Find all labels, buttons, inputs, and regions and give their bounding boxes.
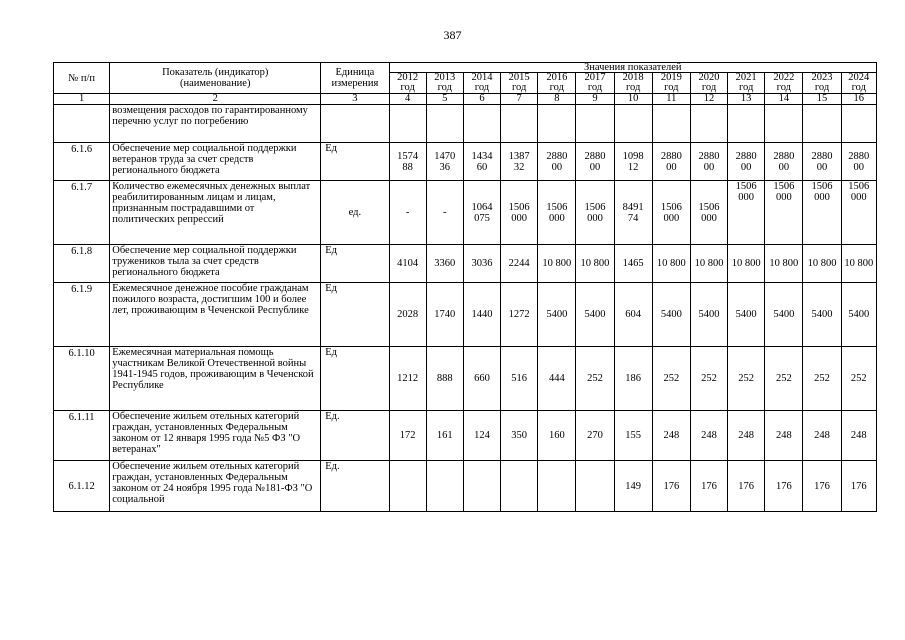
row-indicator-name: Обеспечение мер социальной поддержки ветеранов труда за счет средств регионального бюджета <box>110 143 321 181</box>
row-value: 248 <box>690 411 727 461</box>
row-value <box>841 105 876 143</box>
year-value: 2019 <box>660 72 682 83</box>
row-indicator-name: Обеспечение мер социальной поддержки тружеников тыла за счет средств регионального бюджета <box>110 245 321 283</box>
row-value: 604 <box>614 283 652 347</box>
year-header <box>690 73 727 94</box>
row-unit: ед. <box>321 181 389 245</box>
year-header <box>463 73 500 94</box>
year-header <box>501 73 538 94</box>
row-value: 176 <box>690 461 727 512</box>
row-value: 888 <box>426 347 463 411</box>
year-word: год <box>511 82 527 93</box>
year-word: год <box>701 82 717 93</box>
row-value: 2880 00 <box>690 143 727 181</box>
row-value: 252 <box>841 347 876 411</box>
year-header <box>576 73 614 94</box>
table-row <box>54 347 877 411</box>
row-value: 5400 <box>690 283 727 347</box>
year-header <box>803 73 841 94</box>
column-number: 4 <box>389 94 426 105</box>
row-value <box>501 105 538 143</box>
row-value: 10 800 <box>652 245 690 283</box>
column-number: 16 <box>841 94 876 105</box>
header-num: № п/п <box>54 63 110 94</box>
column-number: 2 <box>110 94 321 105</box>
row-value: 2880 00 <box>538 143 576 181</box>
year-word: год <box>437 82 452 93</box>
row-value: 3036 <box>463 245 500 283</box>
row-value: 1506 000 <box>765 181 803 245</box>
year-header <box>426 73 463 94</box>
row-value <box>389 461 426 512</box>
column-number: 6 <box>463 94 500 105</box>
row-value <box>426 105 463 143</box>
column-number: 9 <box>576 94 614 105</box>
year-value: 2013 <box>434 72 456 83</box>
row-value <box>765 105 803 143</box>
row-value: 2880 00 <box>841 143 876 181</box>
year-word: год <box>739 82 754 93</box>
row-value: 176 <box>765 461 803 512</box>
year-word: год <box>549 82 564 93</box>
column-number: 13 <box>728 94 765 105</box>
row-value <box>576 105 614 143</box>
row-value: 1465 <box>614 245 652 283</box>
indicators-table <box>53 62 877 512</box>
row-unit: Ед. <box>321 411 389 461</box>
row-value: 2880 00 <box>652 143 690 181</box>
year-header <box>841 73 876 94</box>
row-value: 252 <box>803 347 841 411</box>
row-code: 6.1.8 <box>54 245 110 283</box>
row-code: 6.1.6 <box>54 143 110 181</box>
row-value: 4104 <box>389 245 426 283</box>
row-unit <box>321 105 389 143</box>
row-value: 1506 000 <box>576 181 614 245</box>
row-indicator-name: Ежемесячное денежное пособие гражданам пожилого возраста, достигшим 100 и более лет, проживающим в Чеченской Республике <box>110 283 321 347</box>
row-value: - <box>426 181 463 245</box>
row-value: 252 <box>576 347 614 411</box>
row-value: 10 800 <box>841 245 876 283</box>
row-value: 176 <box>652 461 690 512</box>
row-value: 5400 <box>841 283 876 347</box>
year-word: год <box>776 82 792 93</box>
row-value <box>389 105 426 143</box>
row-value <box>463 105 500 143</box>
row-value: 10 800 <box>765 245 803 283</box>
header-values: Значения показателей <box>389 63 876 73</box>
row-value: 10 800 <box>803 245 841 283</box>
column-number: 14 <box>765 94 803 105</box>
table-row <box>54 283 877 347</box>
row-value: 2880 00 <box>576 143 614 181</box>
row-code <box>54 105 110 143</box>
year-value: 2018 <box>622 72 644 83</box>
table-body <box>54 105 877 512</box>
row-indicator-name: Ежемесячная материальная помощь участникам Великой Отечественной войны 1941-1945 годов, проживающим в Чеченской Республике <box>110 347 321 411</box>
year-word: год <box>851 82 866 93</box>
table-row <box>54 245 877 283</box>
year-value: 2022 <box>773 72 795 83</box>
row-value: 5400 <box>576 283 614 347</box>
table-row <box>54 411 877 461</box>
row-value: 1506 000 <box>803 181 841 245</box>
row-value: 10 800 <box>690 245 727 283</box>
row-value: 5400 <box>728 283 765 347</box>
row-value: 248 <box>803 411 841 461</box>
row-code: 6.1.10 <box>54 347 110 411</box>
column-number: 10 <box>614 94 652 105</box>
row-value: 186 <box>614 347 652 411</box>
row-value: 1506 000 <box>841 181 876 245</box>
year-header <box>765 73 803 94</box>
row-value: 5400 <box>652 283 690 347</box>
row-value: 1387 32 <box>501 143 538 181</box>
row-value: 1506 000 <box>538 181 576 245</box>
row-value: 248 <box>841 411 876 461</box>
year-header <box>614 73 652 94</box>
row-value <box>576 461 614 512</box>
year-word: год <box>814 82 830 93</box>
row-value: 516 <box>501 347 538 411</box>
column-number: 15 <box>803 94 841 105</box>
row-unit: Ед <box>321 143 389 181</box>
row-value: 1098 12 <box>614 143 652 181</box>
row-value: 1064 075 <box>463 181 500 245</box>
header-indicator: Показатель (индикатор) (наименование) <box>110 63 321 94</box>
row-value <box>426 461 463 512</box>
year-header <box>389 73 426 94</box>
column-number-row <box>54 94 877 105</box>
row-indicator-name: Обеспечение жильем отельных категорий граждан, установленных Федеральным законом от 12 января 1995 года №5 ФЗ "О ветеранах" <box>110 411 321 461</box>
row-value: 172 <box>389 411 426 461</box>
row-value: 2880 00 <box>765 143 803 181</box>
row-value: 176 <box>841 461 876 512</box>
row-value: 160 <box>538 411 576 461</box>
row-unit: Ед. <box>321 461 389 512</box>
row-value <box>463 461 500 512</box>
row-value: 1470 36 <box>426 143 463 181</box>
year-word: год <box>474 82 490 93</box>
row-value: 149 <box>614 461 652 512</box>
row-value: 5400 <box>765 283 803 347</box>
row-value: 5400 <box>538 283 576 347</box>
row-value <box>690 105 727 143</box>
row-value: 270 <box>576 411 614 461</box>
column-number: 3 <box>321 94 389 105</box>
column-number: 8 <box>538 94 576 105</box>
row-value: 1440 <box>463 283 500 347</box>
row-value: 1506 000 <box>501 181 538 245</box>
row-value: 155 <box>614 411 652 461</box>
year-header <box>728 73 765 94</box>
row-value: 1740 <box>426 283 463 347</box>
row-value: - <box>389 181 426 245</box>
row-code: 6.1.9 <box>54 283 110 347</box>
row-value: 10 800 <box>728 245 765 283</box>
row-code: 6.1.11 <box>54 411 110 461</box>
row-unit: Ед <box>321 347 389 411</box>
year-value: 2021 <box>735 72 757 83</box>
year-value: 2016 <box>546 72 568 83</box>
row-value: 252 <box>765 347 803 411</box>
row-value: 1506 000 <box>690 181 727 245</box>
year-value: 2014 <box>471 72 493 83</box>
table-row <box>54 461 877 512</box>
row-value: 1506 000 <box>728 181 765 245</box>
row-value: 176 <box>803 461 841 512</box>
year-value: 2020 <box>698 72 720 83</box>
row-value: 10 800 <box>576 245 614 283</box>
year-header <box>652 73 690 94</box>
year-value: 2015 <box>508 72 530 83</box>
row-value <box>803 105 841 143</box>
year-value: 2024 <box>848 72 870 83</box>
row-value <box>501 461 538 512</box>
column-number: 11 <box>652 94 690 105</box>
year-word: год <box>400 82 415 93</box>
row-value: 248 <box>765 411 803 461</box>
row-value: 660 <box>463 347 500 411</box>
row-value: 350 <box>501 411 538 461</box>
year-header <box>538 73 576 94</box>
row-value: 2028 <box>389 283 426 347</box>
page-number: 387 <box>443 28 462 42</box>
row-indicator-name: Количество ежемесячных денежных выплат реабилитированным лицам и лицам, признанным пострадавшими от политических репрессий <box>110 181 321 245</box>
row-value: 3360 <box>426 245 463 283</box>
table-row <box>54 143 877 181</box>
row-value: 252 <box>652 347 690 411</box>
row-value <box>538 105 576 143</box>
row-value: 124 <box>463 411 500 461</box>
table-row <box>54 181 877 245</box>
row-indicator-name: возмещения расходов по гарантированному перечню услуг по погребению <box>110 105 321 143</box>
row-unit: Ед <box>321 283 389 347</box>
row-value: 248 <box>728 411 765 461</box>
row-value: 1272 <box>501 283 538 347</box>
row-value: 2880 00 <box>728 143 765 181</box>
row-value <box>652 105 690 143</box>
row-value: 252 <box>690 347 727 411</box>
row-value: 176 <box>728 461 765 512</box>
column-number: 7 <box>501 94 538 105</box>
row-value: 8491 74 <box>614 181 652 245</box>
row-value <box>728 105 765 143</box>
row-value: 10 800 <box>538 245 576 283</box>
year-value: 2023 <box>811 72 833 83</box>
row-value: 444 <box>538 347 576 411</box>
row-value: 1574 88 <box>389 143 426 181</box>
row-value: 161 <box>426 411 463 461</box>
row-value: 1434 60 <box>463 143 500 181</box>
row-value <box>538 461 576 512</box>
row-value: 248 <box>652 411 690 461</box>
year-value: 2017 <box>584 72 606 83</box>
year-word: год <box>664 82 679 93</box>
row-value: 1506 000 <box>652 181 690 245</box>
row-code: 6.1.7 <box>54 181 110 245</box>
row-value: 2880 00 <box>803 143 841 181</box>
table-row <box>54 105 877 143</box>
row-value: 2244 <box>501 245 538 283</box>
row-value <box>614 105 652 143</box>
column-number: 1 <box>54 94 110 105</box>
year-value: 2012 <box>397 72 419 83</box>
column-number: 5 <box>426 94 463 105</box>
column-number: 12 <box>690 94 727 105</box>
row-unit: Ед <box>321 245 389 283</box>
row-value: 252 <box>728 347 765 411</box>
year-word: год <box>625 82 641 93</box>
table-header <box>54 63 877 105</box>
header-unit: Единица измерения <box>321 63 389 94</box>
row-value: 5400 <box>803 283 841 347</box>
row-indicator-name: Обеспечение жильем отельных категорий граждан, установленных Федеральным законом от 24 ноября 1995 года №181-ФЗ "О социальной <box>110 461 321 512</box>
row-value: 1212 <box>389 347 426 411</box>
row-code: 6.1.12 <box>54 461 110 512</box>
year-word: год <box>587 82 603 93</box>
